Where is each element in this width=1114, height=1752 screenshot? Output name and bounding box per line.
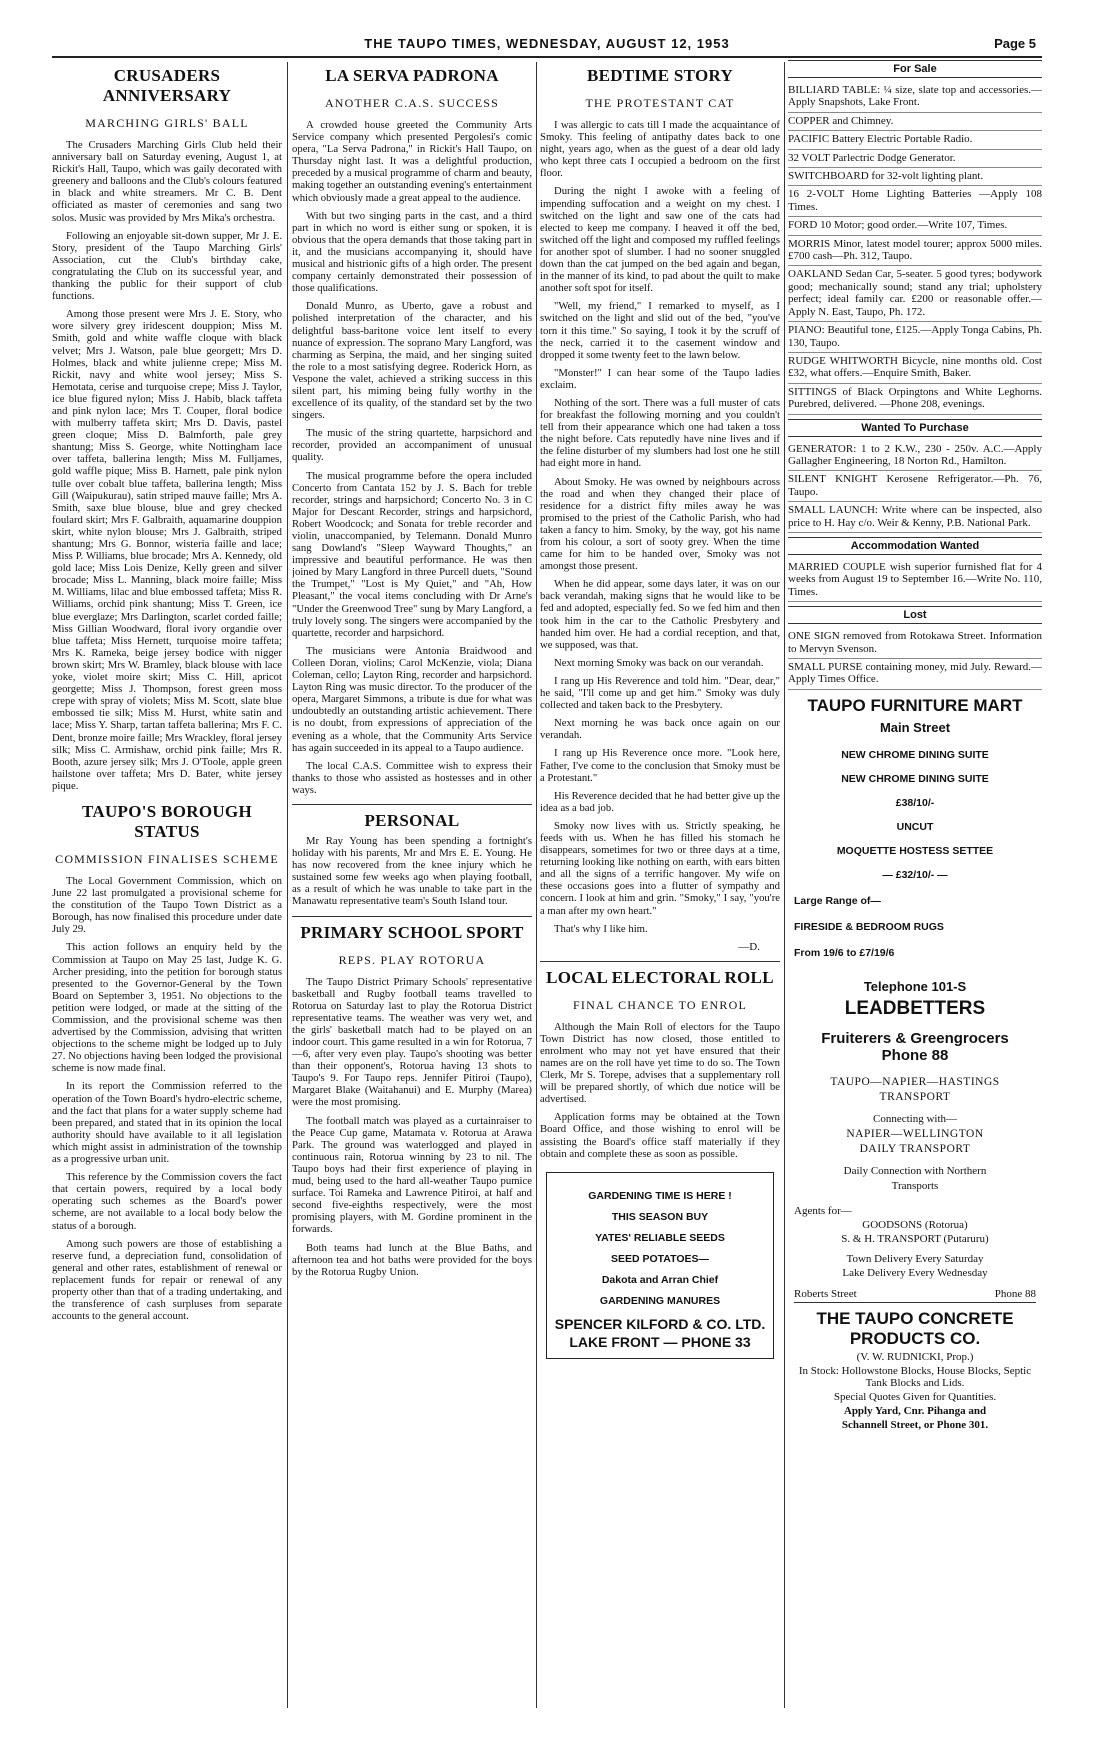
article-paragraph: Both teams had lunch at the Blue Baths, and afternoon tea and hot baths were provided for the boys by the Rotorua Rugby Union. xyxy=(292,1241,532,1278)
classified-ad: FORD 10 Motor; good order.—Write 107, Times. xyxy=(788,217,1042,235)
page-number: Page 5 xyxy=(994,36,1036,51)
article-paragraph: This reference by the Commission covers the fact that certain powers, required by a local body operating such schemes as the Board's power scheme, are not available to a local body below the status of a borough. xyxy=(52,1171,282,1232)
lost-list xyxy=(788,628,1042,690)
furniture-price: £38/10/- xyxy=(895,796,935,809)
article-paragraph: I rang up His Reverence once more. "Look here, Father, I've come to the conclusion that Smoky must be a Protestant." xyxy=(540,747,780,784)
ad-line: GARDENING MANURES xyxy=(599,1294,721,1307)
ad-company: SPENCER KILFORD & CO. LTD. xyxy=(554,1315,766,1332)
subhead-reps-play-rotorua: REPS. PLAY ROTORUA xyxy=(338,952,486,967)
article-paragraph: Although the Main Roll of electors for the Taupo Town District has now closed, those entitled to enrolment who may not yet have ensured that their names are on the roll have yet time to do so. The Town Clerk, Mr S. Torepe, advises that a supplementary roll will be prepared shortly, of which due notice will be advertised. xyxy=(540,1020,780,1106)
quotes: Special Quotes Given for Quantities. xyxy=(833,1390,997,1403)
for-sale-list xyxy=(788,82,1042,415)
gardening-advert xyxy=(546,1172,774,1359)
article-paragraph: Nothing of the sort. There was a full muster of cats for breakfast the following morning and you couldn't tell from their appearance which one had taken a toss the night before. Cats reputedly have nine lives and if the feline disturber of my slumbers had lost one he still had eight more in hand. xyxy=(540,396,780,470)
article-paragraph: Among such powers are those of establishing a reserve fund, a depreciation fund, consolidation of general and other rates, establishment of renewal or replacement funds for repair or renewal of any property other than that of a trading undertaking, and the transference of cash surpluses from separate accounts to the general account. xyxy=(52,1237,282,1323)
classified-ad: 16 2-VOLT Home Lighting Batteries —Apply 108 Times. xyxy=(788,186,1042,217)
concrete-title-2: PRODUCTS CO. xyxy=(849,1328,981,1348)
apply-phone: Schannell Street, or Phone 301. xyxy=(841,1418,989,1431)
article-paragraph: Smoky now lives with us. Strictly speaking, he feeds with us. When he has filled his stomach he disappears, sometimes for two or three days at a time, returning looking like nothing on earth, with ears bitten and all the signs of a terrific hangover. My wife on these occasions goes into a flutter of sympathy and concern. I look at him and grin. "Smoky," I say, "you're a man after my own heart." xyxy=(540,819,780,917)
subhead-final-chance: FINAL CHANCE TO ENROL xyxy=(573,997,747,1012)
article-paragraph: That's why I like him. xyxy=(554,922,648,935)
section-wanted: Wanted To Purchase xyxy=(788,419,1042,437)
signature: —D. xyxy=(738,940,760,953)
transport-route: TAUPO—NAPIER—HASTINGS xyxy=(830,1075,1000,1088)
column-rule xyxy=(784,62,785,1708)
article-paragraph: During the night I awoke with a feeling of impending suffocation and a weight on my chest. I switched on the light and saw one of the cats had elected to keep me company. I heaved it off the bed, switched off the light and composed my ruffled feelings for another spot of slumber. I had no sooner snuggled down than the cat jumped on the bed again and began, in the manner of its kind, to pad about the quilt to make another soft spot for itself. xyxy=(540,185,780,295)
phone: Phone 88 xyxy=(881,1046,949,1064)
article-paragraph: The Local Government Commission, which on June 22 last promulgated a provisional scheme for the constitution of the Taupo Town District as a Borough, has now finalised this procedure under date July 29. xyxy=(52,874,282,936)
ad-line: YATES' RELIABLE SEEDS xyxy=(595,1231,725,1244)
connecting: Connecting with— xyxy=(872,1112,958,1125)
headline-la-serva-padrona: LA SERVA PADRONA xyxy=(325,66,499,85)
article-paragraph: The musical programme before the opera included Concerto from Cantata 152 by J. S. Bach for treble recorder, strings and harpsichord; Concerto No. 3 in C Major for Descant Recorder, strings and harpsichord, Robert Woodcock; and Sonata for treble recorder and violin, unaccompanied, by Telemann. Donald Munro sang Dowland's "Sleep Wayward Thoughts," an impressive and beautiful performance. He was then joined by Mary Langford in three Purcell duets, "Sound the Trumpet," "Lost is My Quiet," and "Ah, How Pleasant," the vocal items concluding with Dr Arne's "Under the Greenwood Tree" sung by Mary Langford, a truly lovely song. The singers were accompanied by the quartette, recorder and harpsichord. xyxy=(292,469,532,639)
article-paragraph: Following an enjoyable sit-down supper, Mr J. E. Story, president of the Taupo Marching Girls' Association, cut the Club's birthday cake, congratulating the Club on its successful year, and thanking the public for their support of club functions. xyxy=(52,229,282,303)
classified-ad: MARRIED COUPLE wish superior furnished flat for 4 weeks from August 19 to September 16.—Write No. 110, Times. xyxy=(788,559,1042,602)
address-row xyxy=(794,1288,1036,1303)
divider xyxy=(292,916,532,917)
column-1 xyxy=(52,60,282,1708)
apply-yard: Apply Yard, Cnr. Pihanga and xyxy=(843,1404,987,1417)
ad-phone: LAKE FRONT — PHONE 33 xyxy=(569,1333,751,1350)
article-paragraph: The local C.A.S. Committee wish to express their thanks to those who assisted as hostesses and in other ways. xyxy=(292,759,532,796)
headline-crusaders: CRUSADERS ANNIVERSARY xyxy=(102,66,232,105)
article-paragraph: Mr Ray Young has been spending a fortnight's holiday with his parents, Mr and Mrs E. E. Young. He has now recovered from the knee injury which he sustained some few weeks ago when playing football, as a result of which he was unable to take part in the Manawatu representative team's South Island tour. xyxy=(292,834,532,908)
furniture-street: Main Street xyxy=(879,719,951,735)
agent: GOODSONS (Rotorua) xyxy=(862,1218,968,1231)
leadbetters-title: LEADBETTERS xyxy=(844,997,986,1019)
ad-line: SEED POTATOES— xyxy=(610,1252,710,1265)
article-paragraph: "Monster!" I can hear some of the Taupo ladies exclaim. xyxy=(540,366,780,391)
column-4-classifieds xyxy=(788,60,1042,1708)
article-paragraph: This action follows an enquiry held by the Commission at Taupo on May 25 last, Judge K. G. Archer presiding, into the petition for borough status presented to the Governor-General by the Town Board on September 3, 1951. No objections to the petition were lodged, or made at the sitting of the Commission, and the provisional scheme was then advertised by the Commission, advising that written objections to the scheme might be lodged up to July 27. No objections having been lodged the provisional scheme is now made final. xyxy=(52,941,282,1075)
furniture-item: MOQUETTE HOSTESS SETTEE xyxy=(836,844,994,857)
street-phone: Phone 88 xyxy=(994,1287,1036,1300)
classified-ad: SMALL PURSE containing money, mid July. Reward.—Apply Times Office. xyxy=(788,659,1042,690)
furniture-price: — £32/10/- — xyxy=(882,868,948,881)
proprietor: (V. W. RUDNICKI, Prop.) xyxy=(856,1350,974,1363)
article-paragraph: When he did appear, some days later, it was on our back verandah, making signs that he would like to be fed and adopted, especially fed. So we fed him and then took him in the car to the Catholic Presbytery and handed him over. He had a cordial reception, and that, we supposed, was that. xyxy=(540,578,780,651)
article-paragraph: With but two singing parts in the cast, and a third part in which no word is either sung or spoken, it is obvious that the opera demands that those taking part in it, and the musicians accompanying it, should have musical and histrionic gifts of a high order. The present company certainly demonstrated their possession of those qualifications. xyxy=(292,209,532,295)
classified-ad: ONE SIGN removed from Rotokawa Street. Information to Mervyn Svenson. xyxy=(788,628,1042,659)
article-paragraph: "Well, my friend," I remarked to myself, as I switched on the light and slid out of the bed, "you've torn it this time." So saying, I took it by the scruff of the neck, carried it to the casement window and dropped it some twenty feet to the lawn below. xyxy=(540,300,780,361)
classified-ad: OAKLAND Sedan Car, 5-seater. 5 good tyres; bodywork good; mechanically sound; stand any trial; upholstery perfect; ideal family car. £200 or reasonable offer.—Apply N. East, Taupo, Ph. 172. xyxy=(788,266,1042,322)
classified-ad: 32 VOLT Parlectric Dodge Generator. xyxy=(788,150,1042,168)
classified-ad: GENERATOR: 1 to 2 K.W., 230 - 250v. A.C.—Apply Gallagher Engineering, 18 Norton Rd., Hamilton. xyxy=(788,441,1042,472)
headline-electoral-roll: LOCAL ELECTORAL ROLL xyxy=(546,967,774,987)
classified-ad: MORRIS Minor, latest model tourer; approx 5000 miles. £700 cash—Ph. 312, Taupo. xyxy=(788,236,1042,267)
agent: S. & H. TRANSPORT (Putaruru) xyxy=(841,1232,989,1245)
article-paragraph: I was allergic to cats till I made the acquaintance of Smoky. This feeling of antipathy dates back to one night, years ago, when as the guest of a dear old lady who kept three cats I occupied a bedroom on the first floor. xyxy=(540,119,780,180)
column-3 xyxy=(540,60,780,1708)
furniture-mart-advert xyxy=(788,696,1042,959)
section-for-sale: For Sale xyxy=(788,60,1042,78)
classified-ad: SILENT KNIGHT Kerosene Refrigerator.—Ph. 76, Taupo. xyxy=(788,471,1042,502)
connecting-daily: DAILY TRANSPORT xyxy=(859,1142,971,1155)
subhead-protestant-cat: THE PROTESTANT CAT xyxy=(585,96,735,110)
headline-primary-school-sport: PRIMARY SCHOOL SPORT xyxy=(300,922,524,942)
column-rule xyxy=(287,62,288,1708)
article-paragraph: His Reverence decided that he had better give up the idea as a bad job. xyxy=(540,789,780,814)
furniture-line: From 19/6 to £7/19/6 xyxy=(794,946,895,959)
article-paragraph: In its report the Commission referred to the operation of the Town Board's hydro-electric scheme, and the fact that plans for a water supply scheme had been prepared, and stated that in its opinion the local authority should have available to it all legislation which might assist in administration of the township as a progressive urban unit. xyxy=(52,1080,282,1166)
furniture-item: UNCUT xyxy=(896,820,934,833)
divider xyxy=(540,961,780,962)
article-paragraph: The Crusaders Marching Girls Club held their anniversary ball on Saturday evening, August 1, at Rickit's Hall, Taupo, which was gaily decorated with greenery and balloons and the Club's colours featured in black and white streamers. Mr C. B. Dent officiated as master of ceremonies and sang two solos. Music was provided by Mrs Mika's orchestra. xyxy=(52,139,282,224)
agents xyxy=(794,1204,1036,1280)
furniture-item: NEW CHROME DINING SUITE xyxy=(841,772,989,785)
concrete-title: THE TAUPO CONCRETE xyxy=(816,1308,1014,1328)
article-paragraph: The music of the string quartette, harpsichord and recorder, provided an accompaniment of unusual quality. xyxy=(292,427,532,464)
furniture-line: Large Range of— xyxy=(794,894,881,907)
article-paragraph: Next morning Smoky was back on our verandah. xyxy=(554,656,764,669)
ad-line: Dakota and Arran Chief xyxy=(601,1273,719,1286)
furniture-title: TAUPO FURNITURE MART xyxy=(807,695,1023,715)
article-paragraph: The Taupo District Primary Schools' representative basketball and Rugby football teams travelled to Rotorua on Saturday last to play the Rotorua District representative teams. The weather was very wet, and the girls' basketball match had to be played on an indoor court. This game resulted in a win for Rotorua, 7—6, after very even play. Taupo's shooting was better than their opponent's, Rotorua having 13 shots to Taupo's 9. For Taupo reps. Jennifer Pitiroi (Taupo), Margaret Blake (Waitahanui) and E. Murphy (Marea) were the most promising. xyxy=(292,975,532,1109)
daily-connection: Daily Connection with Northern xyxy=(843,1164,987,1177)
delivery: Lake Delivery Every Wednesday xyxy=(842,1266,988,1279)
column-rule xyxy=(536,62,537,1708)
telephone: Telephone 101-S xyxy=(863,978,967,994)
column-2 xyxy=(292,60,532,1708)
leadbetters-advert xyxy=(788,979,1042,1303)
classified-ad: BILLIARD TABLE: ¼ size, slate top and accessories.—Apply Snapshots, Lake Front. xyxy=(788,82,1042,113)
divider xyxy=(292,804,532,805)
in-stock: In Stock: Hollowstone Blocks, House Blocks, Septic Tank Blocks and Lids. xyxy=(798,1364,1032,1389)
classified-ad: PACIFIC Battery Electric Portable Radio. xyxy=(788,131,1042,149)
accommodation-list xyxy=(788,559,1042,602)
furniture-item: NEW CHROME DINING SUITE xyxy=(841,748,989,761)
masthead xyxy=(52,34,1042,58)
article-paragraph: A crowded house greeted the Community Arts Service company which presented Pergolesi's comic opera, "La Serva Padrona," in Rickit's Hall Taupo, on Thursday night last. It was a delightful production, preceded by a musical programme of charm and beauty, making together an outstanding evening's entertainment which obviously made a great appeal to the audience. xyxy=(292,119,532,204)
headline-bedtime-story: BEDTIME STORY xyxy=(586,66,734,85)
classified-ad: SITTINGS of Black Orpingtons and White Leghorns. Purebred, delivered. —Phone 208, evenings. xyxy=(788,384,1042,415)
connecting-route: NAPIER—WELLINGTON xyxy=(846,1127,984,1140)
subhead-cas-success: ANOTHER C.A.S. SUCCESS xyxy=(324,96,500,110)
article-paragraph: Next morning he was back once again on our verandah. xyxy=(540,717,780,742)
article-paragraph: Among those present were Mrs J. E. Story, who wore silvery grey iridescent douppion; Miss M. Smith, gold and white waffle cloque with black velvet; Mrs J. Watson, pale blue georgett; Mrs D. Holmes, black and white julienne crepe; Miss M. Rickit, navy and white wool jersey; Miss S. Hemotata, cerise and turquoise crepe; Miss J. Taylor, ice blue figured nylon; Miss J. Habib, black taffeta and pink nylon lace; Mrs T. Couper, floral bodice with mulberry taffeta skirt; Mrs D. Davis, pastel green cloque; Miss D. Balmforth, pale grey shantung; Miss S. George, white Nottingham lace over taffeta, ballerina length; Miss M. Fulljames, gold waffle pique; Miss B. Harnett, pale pink nylon tulle over cobalt blue taffeta, ballerina length; Miss Gill (Waipukurau), satin striped mauve faille; Mrs A. Smith, saxe blue blouse, blue and grey checked foulard skirt; Mrs F. Galbraith, aquamarine douppion skirt, white nylon blouse; Mrs J. Galbraith, striped shantung; Mrs G. Bonnor, wisteria faille and lace; Miss P. Williams, blue brocade; Mrs A. Kennedy, old gold lace; Miss Lois Denize, Kelly green and silver brocade; Miss L. Manning, black moire faille; Miss M. Williams, lilac and blue embossed taffeta; Miss R. Williams, orchid pink shantung; Miss T. Green, ice blue everglaze; Mrs Darlington, scarlet corded faille; Miss Gillian Woodward, floral ivory organdie over blue taffeta; Miss Hernett, turquoise moire taffeta; Mrs K. Rameka, beige jersey bodice with nigger brown skirt; Mrs W. Bramley, black blouse with lace yoke, violet moire skirt; Miss C. Hill, apricot georgette; Miss J. Thompson, forest green moss crepe with spray of violets; Miss M. Scott, slate blue embossed tie silk; Miss M. Hurst, white satin and lace; Miss Y. Sharp, tartan taffeta ballerina; Mrs F. C. Dent, bronze moire faille; Mrs Wrackley, floral jersey silk; Miss C. Armishaw, orchid pink faille; Mrs R. Booth, azure jersey silk; Mrs J. O'Toole, apple green hailstone over taffeta; Mrs D. Bater, white jersey pique. xyxy=(52,308,282,792)
delivery: Town Delivery Every Saturday xyxy=(846,1252,984,1265)
classified-ad: SMALL LAUNCH: Write where can be inspected, also price to H. Hay c/o. Weir & Kenny, P.B. National Park. xyxy=(788,502,1042,533)
article-paragraph: About Smoky. He was owned by neighbours across the road and when they changed their place of residence for a district fifty miles away he was promised to the priest of the Catholic Parish, who had taken a fancy to him. Smoky, by the way, got his name from his colour, a sort of sooty grey. When the time came for him to be handed over, Smoky was not amongst those present. xyxy=(540,475,780,573)
transports: Transports xyxy=(891,1179,939,1192)
wanted-list xyxy=(788,441,1042,533)
headline-borough-status: TAUPO'S BOROUGH STATUS xyxy=(82,801,252,841)
headline-personal: PERSONAL xyxy=(364,810,460,830)
subhead-marching-girls: MARCHING GIRLS' BALL xyxy=(85,116,249,130)
section-accommodation: Accommodation Wanted xyxy=(788,537,1042,555)
article-paragraph: I rang up His Reverence and told him. "Dear, dear," he said, "I'll come up and get him." Smoky was duly collected and taken back to the Presbytery. xyxy=(540,674,780,712)
article-paragraph: Application forms may be obtained at the Town Board Office, and those wishing to enrol will be assisting the Board's office staff materially if they obtain and complete these as soon as possible. xyxy=(540,1111,780,1160)
article-paragraph: The football match was played as a curtainraiser to the Peace Cup game, Matamata v. Rotorua at Arawa Park. The ground was waterlogged and played in continuous rain, Rotorua winning by 23 to nil. The Taupo boys had their first experience of playing in mud, being used to the hard all-weather Taupo pumice surface. Toi Rameka and Lawrence Pitiroi, at half and second five-eighths respectively, were the most promising players, with M. Gordine prominent in the forwards. xyxy=(292,1114,532,1236)
agents-label: Agents for— xyxy=(794,1204,852,1217)
classified-ad: COPPER and Chimney. xyxy=(788,113,1042,131)
ad-line: GARDENING TIME IS HERE ! xyxy=(588,1189,732,1202)
fruiterers: Fruiterers & Greengrocers xyxy=(821,1029,1009,1047)
masthead-title: THE TAUPO TIMES, WEDNESDAY, AUGUST 12, 1953 xyxy=(364,36,730,51)
transport-label: TRANSPORT xyxy=(879,1090,951,1103)
furniture-line: FIRESIDE & BEDROOM RUGS xyxy=(794,920,944,933)
classified-ad: RUDGE WHITWORTH Bicycle, nine months old. Cost £32, what offers.—Enquire Smith, Baker. xyxy=(788,353,1042,384)
article-paragraph: Donald Munro, as Uberto, gave a robust and polished interpretation of the character, and his delightful bass-baritone voice lent itself to every nuance of expression. The soprano Mary Langford, was charming as Serpina, the maid, and her singing suited the role to a most satisfying degree. Roderick Horn, as Vespone the valet, achieved a striking success in this silent part, his miming being fully worthy in the excellence of its quality, of the standard set by the two singers. xyxy=(292,300,532,422)
subhead-commission: COMMISSION FINALISES SCHEME xyxy=(55,851,279,866)
article-paragraph: The musicians were Antonia Braidwood and Colleen Doran, violins; Carol McKenzie, viola; Diana Coleman, cello; Layton Ring, recorder and harpsichord. Layton Ring was music director. To the producer of the opera, Margaret Simmons, a tribute is due for what was undoubtedly an outstanding artistic achievement. There is no doubt, from expressions of appreciation of the evening as a whole, that the Community Arts Service has again succeeded in its appeal to a Taupo audience. xyxy=(292,644,532,754)
classified-ad: PIANO: Beautiful tone, £125.—Apply Tonga Cabins, Ph. 130, Taupo. xyxy=(788,322,1042,353)
classified-ad: SWITCHBOARD for 32-volt lighting plant. xyxy=(788,168,1042,186)
ad-line: THIS SEASON BUY xyxy=(611,1210,709,1223)
street: Roberts Street xyxy=(794,1287,857,1300)
concrete-advert xyxy=(788,1309,1042,1431)
section-lost: Lost xyxy=(788,606,1042,624)
